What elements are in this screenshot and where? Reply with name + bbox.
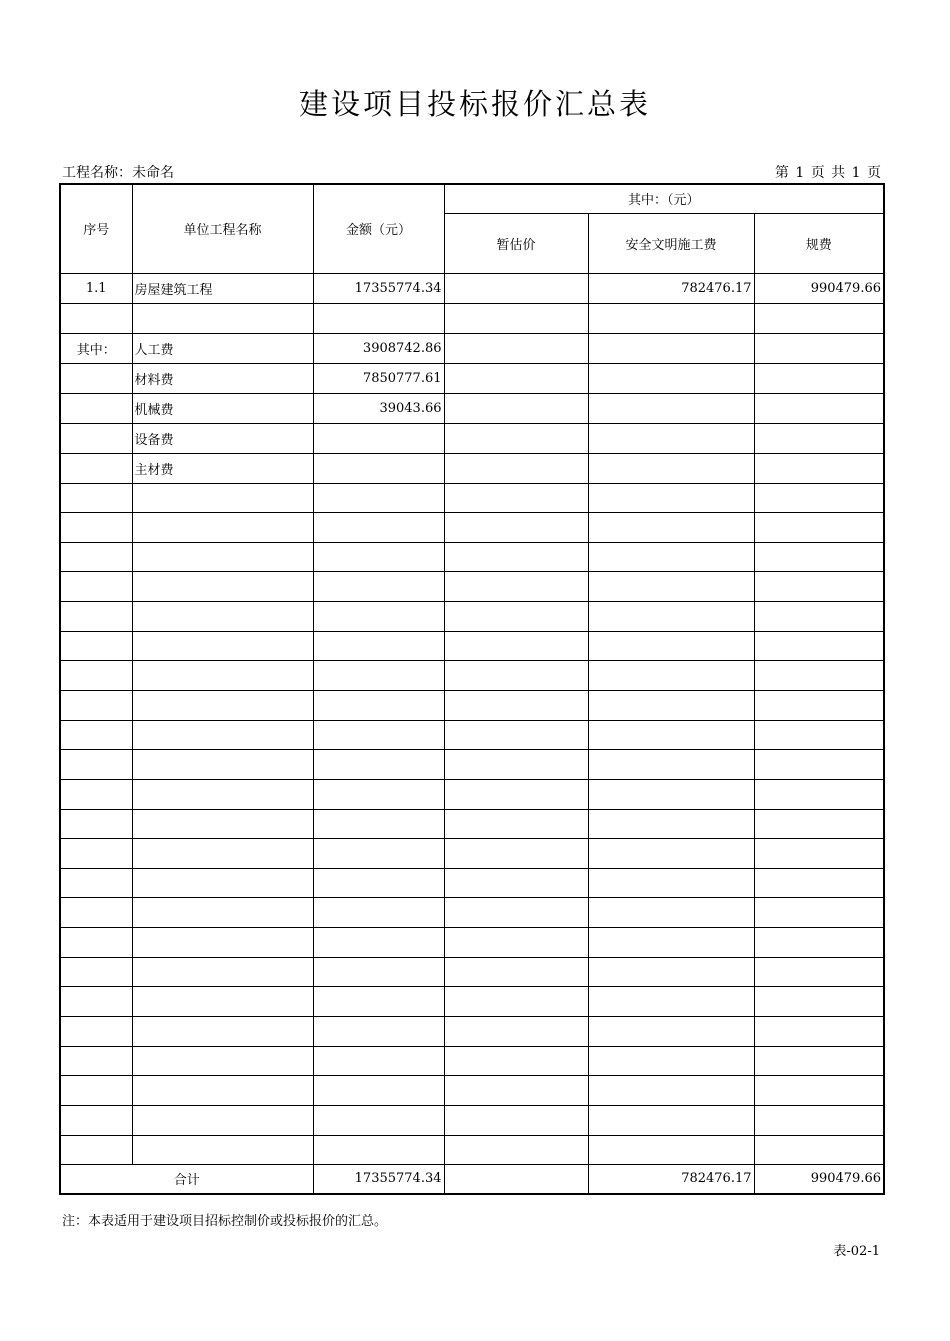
empty-cell	[132, 1105, 313, 1135]
table-row-empty	[60, 690, 884, 720]
cell-fees	[754, 363, 884, 393]
empty-cell	[60, 750, 132, 780]
empty-cell	[754, 1017, 884, 1047]
empty-cell	[313, 839, 444, 869]
cell-fees	[754, 303, 884, 333]
empty-cell	[588, 750, 754, 780]
summary-table	[59, 183, 885, 1195]
table-row	[60, 423, 884, 453]
empty-cell	[313, 898, 444, 928]
empty-cell	[444, 809, 588, 839]
empty-cell	[60, 1076, 132, 1106]
table-row	[60, 303, 884, 333]
empty-cell	[444, 720, 588, 750]
cell-name	[132, 303, 313, 333]
empty-cell	[132, 1135, 313, 1165]
cell-provisional	[444, 303, 588, 333]
empty-cell	[313, 750, 444, 780]
empty-cell	[132, 779, 313, 809]
table-row-empty	[60, 839, 884, 869]
table-row	[60, 363, 884, 393]
table-row	[60, 333, 884, 363]
cell-amount: 39043.66	[313, 393, 444, 423]
empty-cell	[444, 631, 588, 661]
empty-cell	[313, 720, 444, 750]
empty-cell	[754, 1076, 884, 1106]
empty-cell	[132, 957, 313, 987]
header-unit-name: 单位工程名称	[132, 184, 313, 273]
empty-cell	[754, 809, 884, 839]
cell-amount: 17355774.34	[313, 273, 444, 303]
empty-cell	[60, 1046, 132, 1076]
empty-cell	[444, 661, 588, 691]
empty-cell	[588, 868, 754, 898]
empty-cell	[754, 1105, 884, 1135]
header-provisional: 暂估价	[444, 213, 588, 273]
total-provisional	[444, 1165, 588, 1194]
form-code: 表-02-1	[833, 1244, 880, 1259]
header-of-which: 其中：（元）	[444, 184, 884, 213]
empty-cell	[444, 572, 588, 602]
empty-cell	[313, 1076, 444, 1106]
empty-cell	[60, 987, 132, 1017]
empty-cell	[588, 839, 754, 869]
empty-cell	[588, 572, 754, 602]
empty-cell	[754, 690, 884, 720]
empty-cell	[313, 1017, 444, 1047]
empty-cell	[60, 572, 132, 602]
cell-seq: 其中：	[60, 333, 132, 363]
page-title: 建设项目投标报价汇总表	[298, 87, 651, 121]
table-row-empty	[60, 602, 884, 632]
table-row-empty	[60, 1135, 884, 1165]
empty-cell	[444, 1046, 588, 1076]
cell-amount: 3908742.86	[313, 333, 444, 363]
empty-cell	[60, 809, 132, 839]
empty-cell	[313, 631, 444, 661]
empty-cell	[313, 572, 444, 602]
empty-cell	[754, 957, 884, 987]
empty-cell	[313, 1135, 444, 1165]
cell-safety	[588, 393, 754, 423]
empty-cell	[444, 898, 588, 928]
empty-cell	[444, 928, 588, 958]
table-row-empty	[60, 1105, 884, 1135]
empty-cell	[132, 690, 313, 720]
empty-cell	[132, 542, 313, 572]
empty-cell	[588, 779, 754, 809]
table-row-empty	[60, 957, 884, 987]
cell-amount	[313, 423, 444, 453]
empty-cell	[60, 839, 132, 869]
empty-cell	[60, 779, 132, 809]
page-info: 第 1 页 共 1 页	[774, 165, 882, 181]
empty-cell	[754, 1046, 884, 1076]
total-safety: 782476.17	[588, 1165, 754, 1194]
cell-seq	[60, 453, 132, 483]
empty-cell	[588, 1135, 754, 1165]
cell-seq	[60, 303, 132, 333]
empty-cell	[60, 720, 132, 750]
empty-cell	[132, 1046, 313, 1076]
header-fees: 规费	[754, 213, 884, 273]
empty-cell	[754, 928, 884, 958]
empty-cell	[754, 542, 884, 572]
empty-cell	[588, 1046, 754, 1076]
cell-fees	[754, 333, 884, 363]
empty-cell	[444, 868, 588, 898]
empty-cell	[588, 513, 754, 543]
empty-cell	[754, 987, 884, 1017]
empty-cell	[132, 720, 313, 750]
empty-cell	[444, 779, 588, 809]
cell-name: 主材费	[132, 453, 313, 483]
cell-name: 房屋建筑工程	[132, 273, 313, 303]
table-row-empty	[60, 631, 884, 661]
cell-safety: 782476.17	[588, 273, 754, 303]
empty-cell	[754, 661, 884, 691]
empty-cell	[444, 1076, 588, 1106]
table-row-empty	[60, 987, 884, 1017]
empty-cell	[132, 868, 313, 898]
empty-cell	[588, 631, 754, 661]
cell-seq: 1.1	[60, 273, 132, 303]
empty-cell	[588, 957, 754, 987]
empty-cell	[60, 661, 132, 691]
table-row-empty	[60, 572, 884, 602]
empty-cell	[588, 690, 754, 720]
total-amount: 17355774.34	[313, 1165, 444, 1194]
header-seq: 序号	[60, 184, 132, 273]
empty-cell	[313, 809, 444, 839]
empty-cell	[313, 779, 444, 809]
table-row-empty	[60, 928, 884, 958]
cell-safety	[588, 303, 754, 333]
empty-cell	[60, 631, 132, 661]
empty-cell	[313, 483, 444, 513]
table-row-empty	[60, 1017, 884, 1047]
table-row	[60, 453, 884, 483]
empty-cell	[444, 542, 588, 572]
total-fees: 990479.66	[754, 1165, 884, 1194]
empty-cell	[313, 868, 444, 898]
empty-cell	[132, 1076, 313, 1106]
empty-cell	[754, 750, 884, 780]
empty-cell	[588, 542, 754, 572]
empty-cell	[60, 602, 132, 632]
empty-cell	[588, 1017, 754, 1047]
cell-seq	[60, 363, 132, 393]
project-name: 工程名称：未命名	[62, 165, 174, 181]
footnote: 注：本表适用于建设项目招标控制价或投标报价的汇总。	[62, 1214, 388, 1229]
table-row-empty	[60, 1046, 884, 1076]
table-row-empty	[60, 898, 884, 928]
empty-cell	[60, 928, 132, 958]
cell-seq	[60, 393, 132, 423]
table-row-empty	[60, 868, 884, 898]
empty-cell	[60, 513, 132, 543]
cell-provisional	[444, 453, 588, 483]
cell-provisional	[444, 423, 588, 453]
cell-safety	[588, 333, 754, 363]
cell-amount	[313, 453, 444, 483]
empty-cell	[313, 513, 444, 543]
empty-cell	[754, 839, 884, 869]
empty-cell	[754, 602, 884, 632]
empty-cell	[588, 987, 754, 1017]
table-row-empty	[60, 513, 884, 543]
cell-fees	[754, 423, 884, 453]
empty-cell	[754, 779, 884, 809]
empty-cell	[60, 898, 132, 928]
empty-cell	[754, 868, 884, 898]
cell-provisional	[444, 393, 588, 423]
cell-provisional	[444, 273, 588, 303]
empty-cell	[60, 1017, 132, 1047]
empty-cell	[754, 898, 884, 928]
empty-cell	[313, 661, 444, 691]
empty-cell	[444, 513, 588, 543]
cell-safety	[588, 453, 754, 483]
empty-cell	[132, 750, 313, 780]
empty-cell	[60, 868, 132, 898]
empty-cell	[132, 572, 313, 602]
empty-cell	[444, 483, 588, 513]
table-row-empty	[60, 720, 884, 750]
table-row	[60, 273, 884, 303]
cell-name: 材料费	[132, 363, 313, 393]
empty-cell	[60, 1135, 132, 1165]
empty-cell	[444, 750, 588, 780]
cell-name: 设备费	[132, 423, 313, 453]
cell-name: 机械费	[132, 393, 313, 423]
table-row-empty	[60, 483, 884, 513]
cell-fees	[754, 453, 884, 483]
empty-cell	[588, 720, 754, 750]
cell-provisional	[444, 333, 588, 363]
empty-cell	[444, 1135, 588, 1165]
empty-cell	[313, 1105, 444, 1135]
table-row	[60, 393, 884, 423]
empty-cell	[444, 957, 588, 987]
table-row-empty	[60, 809, 884, 839]
empty-cell	[132, 631, 313, 661]
empty-cell	[754, 572, 884, 602]
table-row-empty	[60, 779, 884, 809]
header-safety: 安全文明施工费	[588, 213, 754, 273]
empty-cell	[313, 602, 444, 632]
empty-cell	[132, 483, 313, 513]
cell-safety	[588, 363, 754, 393]
empty-cell	[132, 1017, 313, 1047]
cell-name: 人工费	[132, 333, 313, 363]
cell-amount	[313, 303, 444, 333]
empty-cell	[444, 602, 588, 632]
empty-cell	[132, 839, 313, 869]
cell-fees	[754, 393, 884, 423]
cell-provisional	[444, 363, 588, 393]
empty-cell	[313, 690, 444, 720]
empty-cell	[313, 987, 444, 1017]
empty-cell	[132, 513, 313, 543]
empty-cell	[444, 987, 588, 1017]
empty-cell	[588, 928, 754, 958]
empty-cell	[132, 898, 313, 928]
empty-cell	[60, 957, 132, 987]
empty-cell	[313, 928, 444, 958]
empty-cell	[132, 661, 313, 691]
empty-cell	[313, 1046, 444, 1076]
empty-cell	[132, 809, 313, 839]
empty-cell	[60, 1105, 132, 1135]
table-row-empty	[60, 1076, 884, 1106]
cell-fees: 990479.66	[754, 273, 884, 303]
cell-amount: 7850777.61	[313, 363, 444, 393]
empty-cell	[444, 1017, 588, 1047]
empty-cell	[754, 631, 884, 661]
header-amount: 金额（元）	[313, 184, 444, 273]
empty-cell	[132, 602, 313, 632]
empty-cell	[588, 661, 754, 691]
table-row-empty	[60, 661, 884, 691]
empty-cell	[588, 1105, 754, 1135]
empty-cell	[60, 483, 132, 513]
empty-cell	[444, 690, 588, 720]
cell-seq	[60, 423, 132, 453]
empty-cell	[588, 483, 754, 513]
empty-cell	[444, 1105, 588, 1135]
empty-cell	[588, 898, 754, 928]
total-label: 合计	[60, 1165, 313, 1194]
empty-cell	[313, 542, 444, 572]
total-row	[60, 1165, 884, 1194]
empty-cell	[313, 957, 444, 987]
table-row-empty	[60, 750, 884, 780]
empty-cell	[60, 690, 132, 720]
empty-cell	[132, 928, 313, 958]
empty-cell	[754, 720, 884, 750]
empty-cell	[754, 1135, 884, 1165]
cell-safety	[588, 423, 754, 453]
empty-cell	[588, 1076, 754, 1106]
empty-cell	[754, 513, 884, 543]
table-row-empty	[60, 542, 884, 572]
empty-cell	[588, 602, 754, 632]
empty-cell	[60, 542, 132, 572]
empty-cell	[444, 839, 588, 869]
empty-cell	[588, 809, 754, 839]
empty-cell	[132, 987, 313, 1017]
empty-cell	[754, 483, 884, 513]
